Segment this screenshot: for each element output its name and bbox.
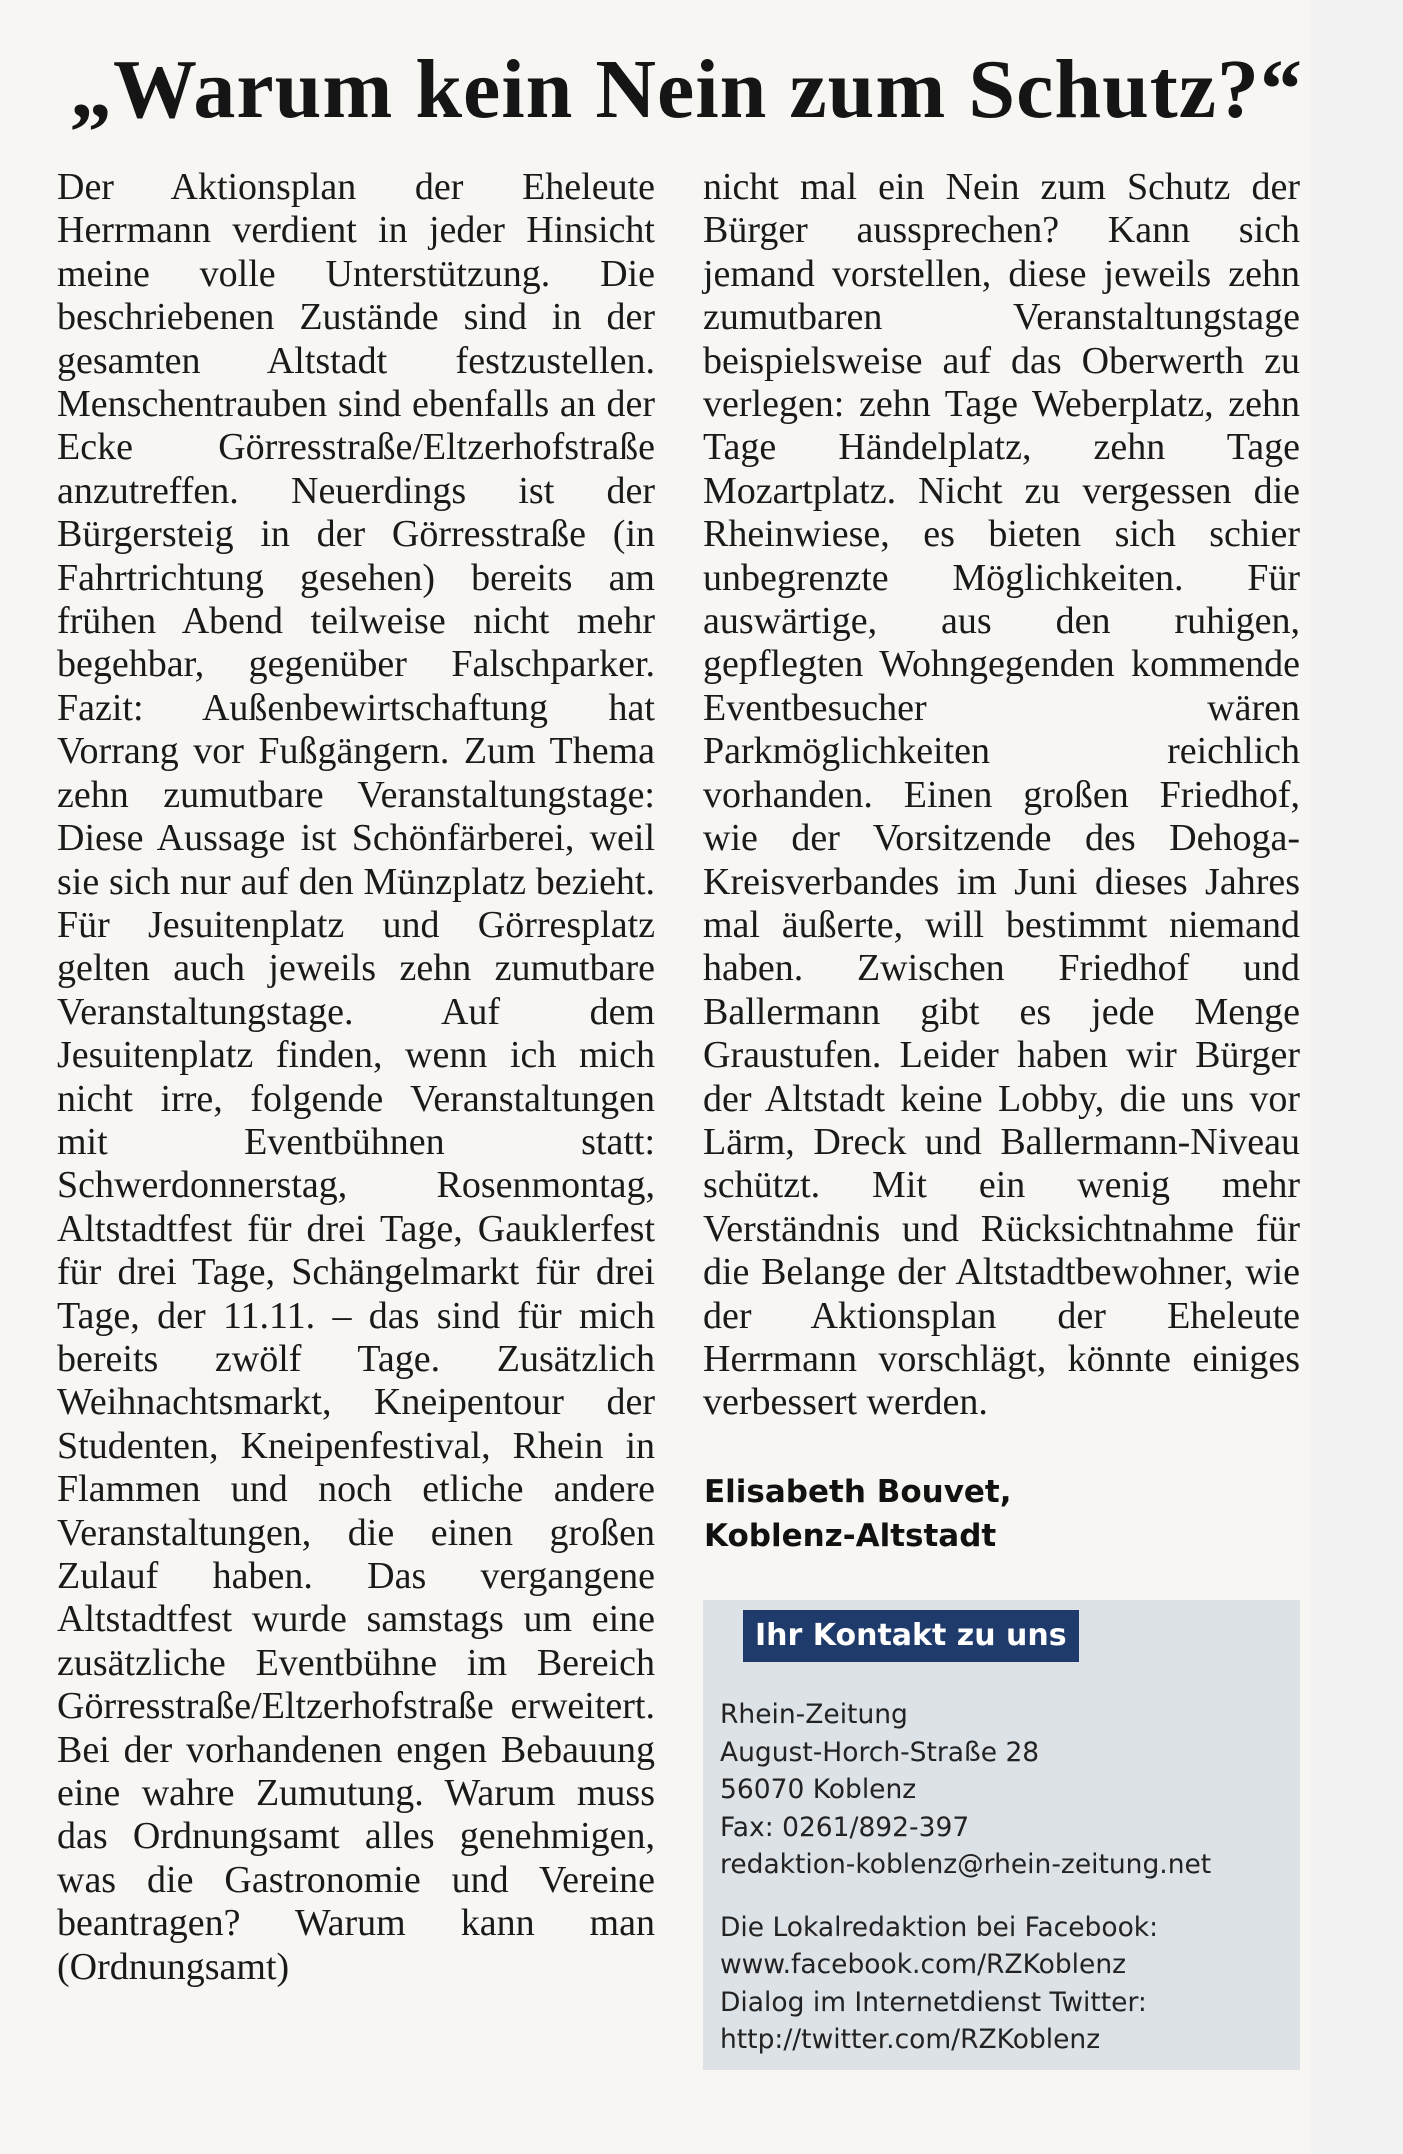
article-column-left — [57, 166, 655, 1989]
headline: „Warum kein Nein zum Schutz?“ — [70, 43, 1304, 136]
article-text-left: Der Aktionsplan der Eheleute Herrmann verdient in jeder Hinsicht meine volle Unterstützung. Die beschriebenen Zustände sind in der gesamten Altstadt festzustellen. Menschentrauben sind ebenfalls an der Ecke Görresstraße/Eltzerhofstraße anzutreffen. Neuerdings ist der Bürgersteig in der Görresstraße (in Fahrtrichtung gesehen) bereits am frühen Abend teilweise nicht mehr begehbar, gegenüber Falschparker. Fazit: Außenbewirtschaftung hat Vorrang vor Fußgängern. Zum Thema zehn zumutbare Veranstaltungstage: Diese Aussage ist Schönfärberei, weil sie sich nur auf den Münzplatz bezieht. Für Jesuitenplatz und Görresplatz gelten auch jeweils zehn zumutbare Veranstaltungstage. Auf dem Jesuitenplatz finden, wenn ich mich nicht irre, folgende Veranstaltungen mit Eventbühnen statt: Schwerdonnerstag, Rosenmontag, Altstadtfest für drei Tage, Gauklerfest für drei Tage, Schängelmarkt für drei Tage, der 11.11. – das sind für mich bereits zwölf Tage. Zusätzlich Weihnachtsmarkt, Kneipentour der Studenten, Kneipenfestival, Rhein in Flammen und noch etliche andere Veranstaltungen, die einen großen Zulauf haben. Das vergangene Altstadtfest wurde samstags um eine zusätzliche Eventbühne im Bereich Görresstraße/Eltzerhofstraße erweitert. Bei der vorhandenen engen Bebauung eine wahre Zumutung. Warum muss das Ordnungsamt alles genehmigen, was die Gastronomie und Vereine beantragen? Warum kann man (Ordnungsamt) — [57, 166, 655, 1988]
author-name: Elisabeth Bouvet, — [704, 1474, 1012, 1510]
contact-facebook-url: www.facebook.com/RZKoblenz — [720, 1949, 1127, 1980]
contact-publisher: Rhein-Zeitung — [720, 1699, 908, 1730]
article-text-right: nicht mal ein Nein zum Schutz der Bürger aussprechen? Kann sich jemand vorstellen, diese jeweils zehn zumutbaren Veranstaltungstage beispielsweise auf das Oberwerth zu verlegen: zehn Tage Weberplatz, zehn Tage Händelplatz, zehn Tage Mozartplatz. Nicht zu vergessen die Rheinwiese, es bieten sich schier unbegrenzte Möglichkeiten. Für auswärtige, aus den ruhigen, gepflegten Wohngegenden kommende Eventbesucher wären Parkmöglichkeiten reichlich vorhanden. Einen großen Friedhof, wie der Vorsitzende des Dehoga-Kreisverbandes im Juni dieses Jahres mal äußerte, will bestimmt niemand haben. Zwischen Friedhof und Ballermann gibt es jede Menge Graustufen. Leider haben wir Bürger der Altstadt keine Lobby, die uns vor Lärm, Dreck und Ballermann-Niveau schützt. Mit ein wenig mehr Verständnis und Rücksichtnahme für die Belange der Altstadtbewohner, wie der Aktionsplan der Eheleute Herrmann vorschlägt, könnte einiges verbessert werden. — [703, 166, 1300, 1424]
contact-title: Ihr Kontakt zu uns — [743, 1610, 1079, 1662]
contact-email: redaktion-koblenz@rhein-zeitung.net — [720, 1849, 1212, 1880]
contact-box — [703, 1600, 1300, 2070]
contact-details — [720, 1696, 1211, 2059]
author-place: Koblenz-Altstadt — [704, 1518, 997, 1554]
contact-fax: Fax: 0261/892-397 — [720, 1811, 970, 1843]
contact-facebook-label: Die Lokalredaktion bei Facebook: — [720, 1911, 1159, 1943]
contact-twitter-url: http://twitter.com/RZKoblenz — [720, 2024, 1101, 2055]
contact-street: August-Horch-Straße 28 — [720, 1736, 1040, 1768]
author-signature — [704, 1470, 1012, 1558]
page-margin — [1310, 0, 1403, 2154]
contact-twitter-label: Dialog im Internetdienst Twitter: — [720, 1986, 1147, 2018]
article-column-right — [703, 166, 1300, 1425]
contact-city: 56070 Koblenz — [720, 1774, 917, 1805]
